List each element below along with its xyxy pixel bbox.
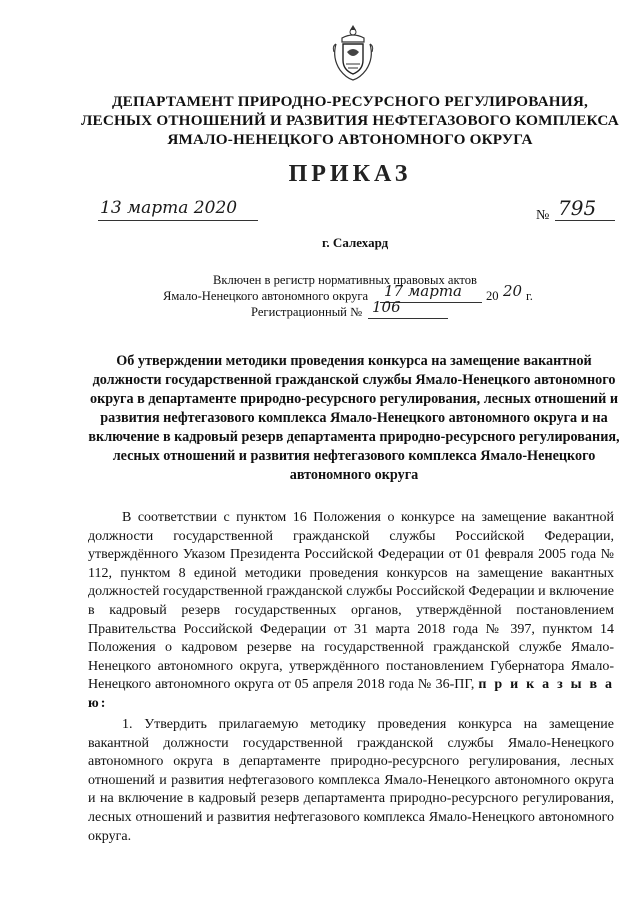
order-date-handwritten: 13 марта 2020 (100, 198, 238, 218)
order-verb: п р и к а з ы в а ю: (88, 677, 615, 711)
registry-year-prefix: 20 (486, 289, 499, 303)
registry-year-suffix: г. (526, 289, 533, 303)
number-underline (555, 220, 615, 221)
order-number-handwritten: 795 (558, 196, 597, 220)
city: г. Салехард (322, 235, 389, 250)
registry-line-1: Включен в регистр нормативных правовых актов (213, 273, 478, 287)
registry-date-handwritten: 17 марта (384, 282, 463, 300)
registry-number-handwritten: 106 (372, 298, 401, 316)
document-heading: Об утверждении методики проведения конкурса на замещение вакантной должности государственной гражданской службы Ямало-Ненецкого автономного округа в департаменте природно-ресурсного регулирования, лесных отношений и развития нефтегазового комплекса Ямало-Ненецкого автономного округа и на включение в кадровый резерв департамента природно-ресурсного регулирования, лесных отношений и развития нефтегазового комплекса Ямало-Ненецкого автономного округа (88, 353, 620, 483)
registry-year-handwritten: 20 (503, 282, 523, 300)
number-label: № (536, 208, 550, 223)
paragraph-1-text: В соответствии с пунктом 16 Положения о конкурсе на замещение вакантной должности государственной гражданской службы Российской Федерации, утверждённого Указом Президента Российской Федерации от 01 февраля 2005 года № 112, пунктом 8 единой методики проведения конкурсов на замещение вакантных должностей государственной гражданской службы Российской Федерации и включение в кадровый резерв государственных органов, утверждённой постановлением Правительства Российской Федерации от 31 марта 2018 года № 397, пунктом 14 Положения о кадровом резерве на государственной гражданской службе Ямало-Ненецкого автономного округа, утверждённого постановлением Губернатора Ямало-Ненецкого автономного округа от 05 апреля 2018 года № 36-ПГ, (88, 510, 614, 693)
department-name-line-3: ЯМАЛО-НЕНЕЦКОГО АВТОНОМНОГО ОКРУГА (167, 131, 533, 148)
registry-number-underline (368, 318, 448, 319)
body-paragraph-2: 1. Утвердить прилагаемую методику проведения конкурса на замещение вакантной должности государственной гражданской службы Ямало-Ненецкого автономного округа в департаменте природно-ресурсного регулирования, лесных отношений и развития нефтегазового комплекса Ямало-Ненецкого автономного округа и на включение в кадровый резерв департамента природно-ресурсного регулирования, лесных отношений и развития нефтегазового комплекса Ямало-Ненецкого автономного округа. (88, 717, 614, 844)
registry-number-label: Регистрационный № (251, 305, 363, 319)
coat-of-arms-icon (330, 22, 376, 84)
order-title: ПРИКАЗ (288, 161, 412, 187)
department-name-line-1: ДЕПАРТАМЕНТ ПРИРОДНО-РЕСУРСНОГО РЕГУЛИРОВАНИЯ, (112, 93, 588, 110)
registry-line-2-prefix: Ямало-Ненецкого автономного округа (163, 289, 369, 303)
date-underline (98, 220, 258, 221)
department-name-line-2: ЛЕСНЫХ ОТНОШЕНИЙ И РАЗВИТИЯ НЕФТЕГАЗОВОГО КОМПЛЕКСА (81, 112, 619, 129)
body-paragraph-1 (88, 509, 614, 714)
